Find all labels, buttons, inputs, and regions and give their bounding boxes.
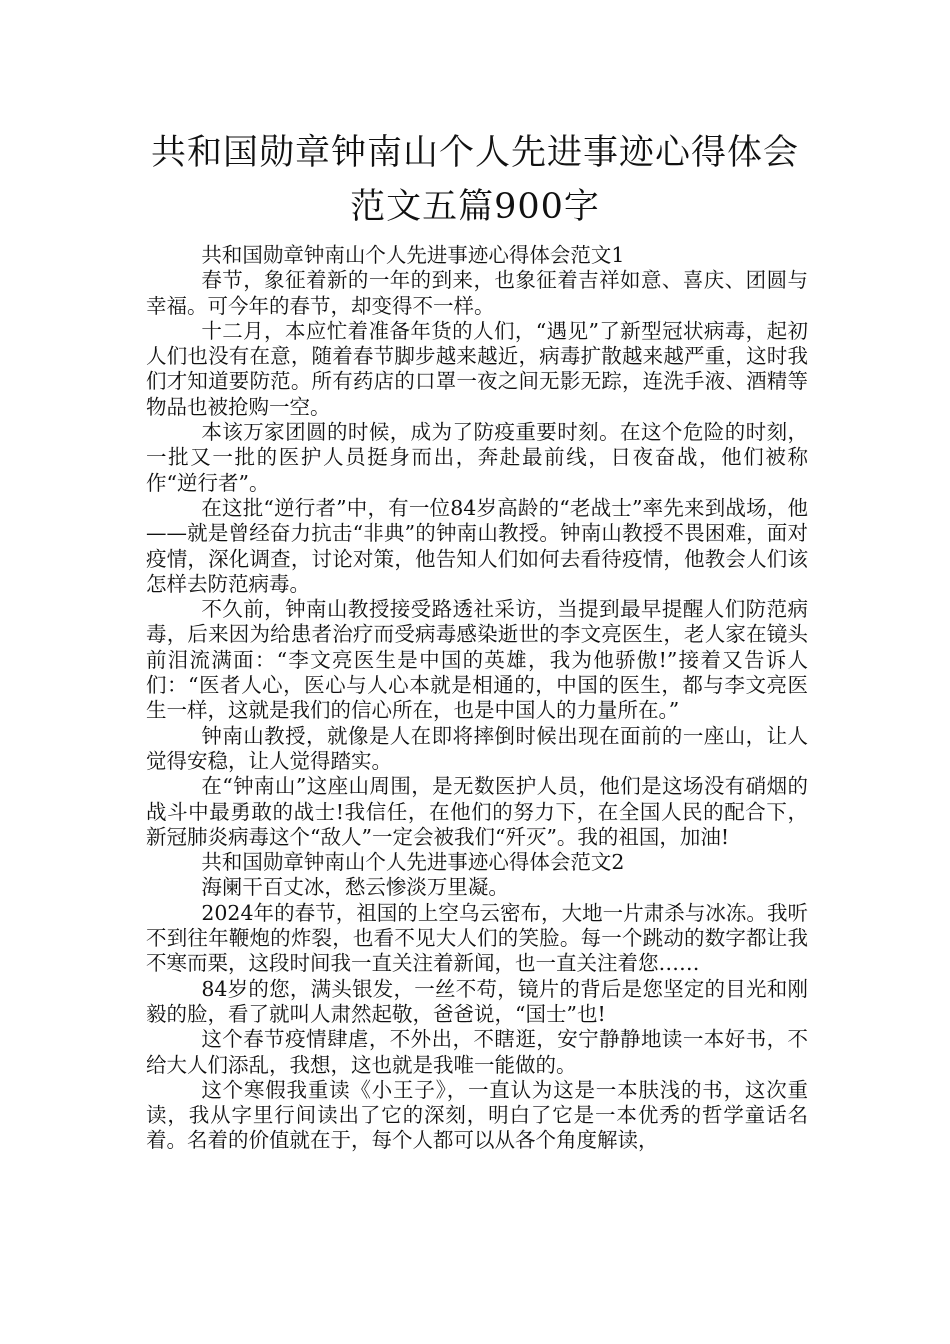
paragraph: 本该万家团圆的时候，成为了防疫重要时刻。在这个危险的时刻，一批又一批的医护人员挺身而出，奔赴最前线，日夜奋战，他们被称作“逆行者”。 xyxy=(146,420,808,495)
title-line-2: 范文五篇900字 xyxy=(350,187,600,227)
paragraph: 在“钟南山”这座山周围，是无数医护人员，他们是这场没有硝烟的战斗中最勇敢的战士!我信任，在他们的努力下，在全国人民的配合下，新冠肺炎病毒这个“敌人”一定会被我们“歼灭”。我的祖国，加油! xyxy=(146,774,808,849)
paragraph: 春节，象征着新的一年的到来，也象征着吉祥如意、喜庆、团圆与幸福。可今年的春节，却变得不一样。 xyxy=(146,268,808,318)
paragraph: 这个寒假我重读《小王子》，一直认为这是一本肤浅的书，这次重读，我从字里行间读出了它的深刻，明白了它是一本优秀的哲学童话名着。名着的价值就在于，每个人都可以从各个角度解读， xyxy=(146,1077,808,1153)
section-heading-1: 共和国勋章钟南山个人先进事迹心得体会范文1 xyxy=(201,243,625,267)
paragraph: 十二月，本应忙着准备年货的人们，“遇见”了新型冠状病毒，起初人们也没有在意，随着春节脚步越来越近，病毒扩散越来越严重，这时我们才知道要防范。所有药店的口罩一夜之间无影无踪，连洗手液、酒精等物品也被抢购一空。 xyxy=(146,318,808,419)
title-line-1: 共和国勋章钟南山个人先进事迹心得体会 xyxy=(150,133,799,173)
document-title xyxy=(100,126,850,234)
section-heading-2: 共和国勋章钟南山个人先进事迹心得体会范文2 xyxy=(201,850,625,875)
paragraph: 这个春节疫情肆虐，不外出，不瞎逛，安宁静静地读一本好书，不给大人们添乱，我想，这也就是我唯一能做的。 xyxy=(146,1027,808,1077)
document-body xyxy=(146,243,808,1154)
paragraph: 不久前，钟南山教授接受路透社采访，当提到最早提醒人们防范病毒，后来因为给患者治疗而受病毒感染逝世的李文亮医生，老人家在镜头前泪流满面：“李文亮医生是中国的英雄，我为他骄傲!”接着又告诉人们：“医者人心，医心与人心本就是相通的，中国的医生，都与李文亮医生一样，这就是我们的信心所在，也是中国人的力量所在。” xyxy=(146,597,808,723)
paragraph: 84岁的您，满头银发，一丝不苟，镜片的背后是您坚定的目光和刚毅的脸，看了就叫人肃然起敬，爸爸说，“国士”也! xyxy=(146,976,808,1026)
paragraph: 在这批“逆行者”中，有一位84岁高龄的“老战士”率先来到战场，他——就是曾经奋力抗击“非典”的钟南山教授。钟南山教授不畏困难，面对疫情，深化调查，讨论对策，他告知人们如何去看待疫情，他教会人们该怎样去防范病毒。 xyxy=(146,495,808,596)
paragraph: 海阑干百丈冰，愁云惨淡万里凝。 xyxy=(201,875,509,900)
paragraph: 2024年的春节，祖国的上空乌云密布，大地一片肃杀与冰冻。我听不到往年鞭炮的炸裂，也看不见大人们的笑脸。每一个跳动的数字都让我不寒而栗，这段时间我一直关注着新闻，也一直关注着您…… xyxy=(146,900,808,976)
paragraph: 钟南山教授，就像是人在即将摔倒时候出现在面前的一座山，让人觉得安稳，让人觉得踏实。 xyxy=(146,723,808,773)
